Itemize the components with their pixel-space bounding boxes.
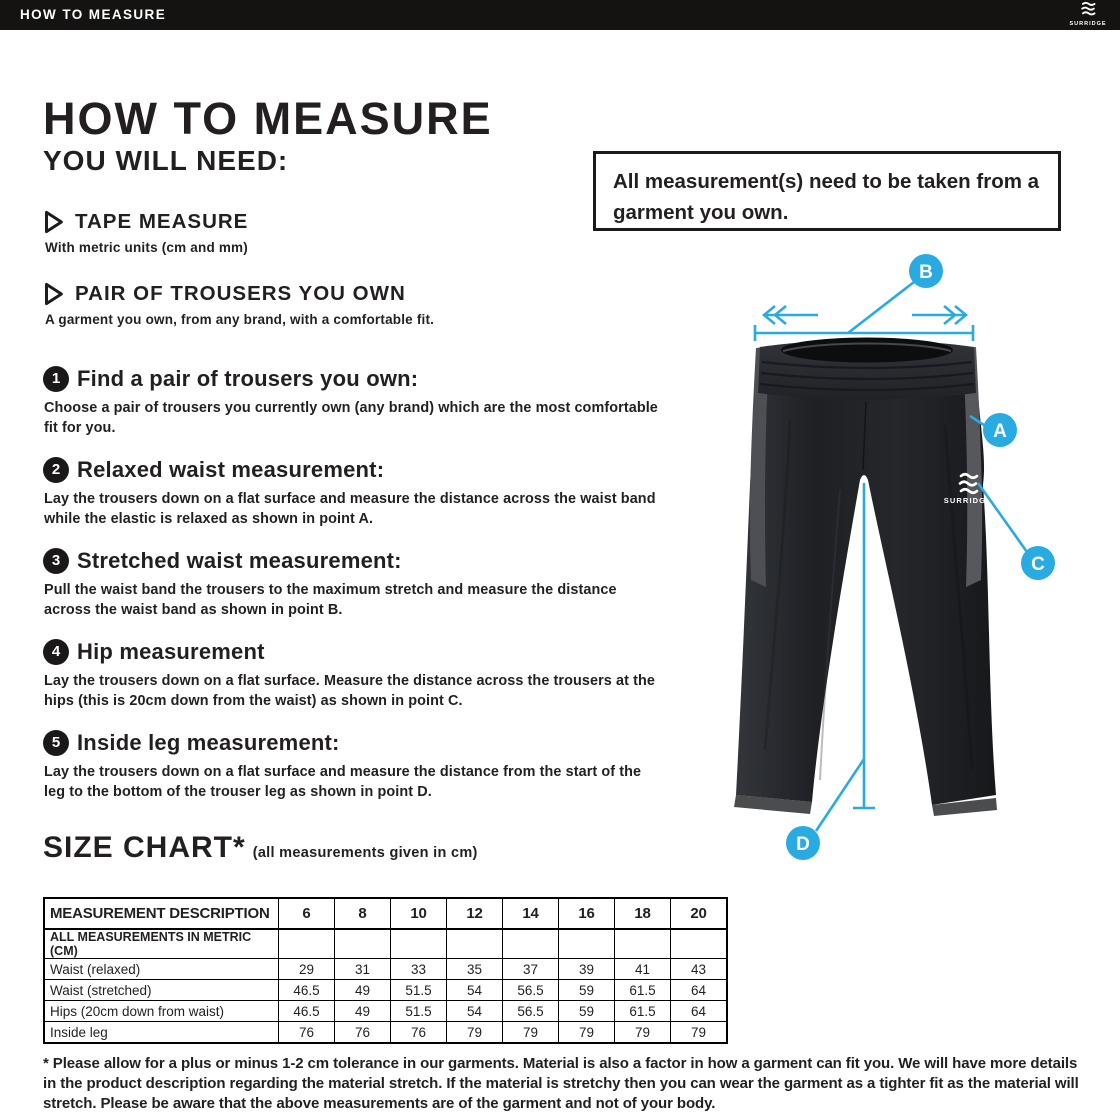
step-title: Inside leg measurement: <box>77 730 340 755</box>
column-header-size: 8 <box>335 898 391 929</box>
cell-value: 31 <box>335 959 391 980</box>
cell-value <box>279 929 335 959</box>
trousers-image <box>734 338 997 817</box>
cell-value: 56.5 <box>503 980 559 1001</box>
step-item <box>43 730 661 802</box>
step-item <box>43 548 661 620</box>
column-header-size: 10 <box>391 898 447 929</box>
cell-value: 35 <box>447 959 503 980</box>
cell-value: 76 <box>391 1022 447 1044</box>
step-number-badge: 1 <box>43 366 69 392</box>
point-b-marker <box>909 254 943 288</box>
cell-value <box>391 929 447 959</box>
cell-value: 61.5 <box>615 980 671 1001</box>
trousers-illustration <box>720 250 1120 900</box>
svg-text:B: B <box>919 261 933 283</box>
size-chart-heading <box>43 831 478 865</box>
surridge-logo <box>1066 1 1110 29</box>
size-chart-header <box>44 898 727 929</box>
cell-value <box>447 929 503 959</box>
step-number-badge: 3 <box>43 548 69 574</box>
cell-value <box>559 929 615 959</box>
row-label: Waist (relaxed) <box>44 959 279 980</box>
cell-value: 51.5 <box>391 1001 447 1022</box>
step-body: Lay the trousers down on a flat surface. Measure the distance across the trousers at the hips (this is 20cm down from the waist) as shown in point C. <box>44 673 655 709</box>
column-header-size: 20 <box>671 898 728 929</box>
size-chart-title: SIZE CHART* <box>43 831 246 864</box>
table-row <box>44 1022 727 1044</box>
point-c-marker <box>1021 546 1055 580</box>
step-item <box>43 457 661 529</box>
measurement-callout <box>593 151 1061 231</box>
need-item <box>43 209 248 255</box>
column-header-size: 6 <box>279 898 335 929</box>
cell-value: 49 <box>335 1001 391 1022</box>
cell-value: 56.5 <box>503 1001 559 1022</box>
table-row <box>44 929 727 959</box>
cell-value: 29 <box>279 959 335 980</box>
size-chart-body <box>44 929 727 1043</box>
column-header-description: MEASUREMENT DESCRIPTION <box>44 898 279 929</box>
cell-value: 61.5 <box>615 1001 671 1022</box>
need-item-title: PAIR OF TROUSERS YOU OWN <box>75 282 406 305</box>
step-item <box>43 639 661 711</box>
cell-value: 46.5 <box>279 980 335 1001</box>
column-header-size: 18 <box>615 898 671 929</box>
cell-value: 64 <box>671 980 728 1001</box>
top-bar-title: HOW TO MEASURE <box>20 7 167 22</box>
cell-value: 79 <box>503 1022 559 1044</box>
row-label: ALL MEASUREMENTS IN METRIC (CM) <box>44 929 279 959</box>
svg-text:C: C <box>1031 553 1045 575</box>
column-header-size: 14 <box>503 898 559 929</box>
need-item-title: TAPE MEASURE <box>75 210 249 233</box>
trousers-diagram <box>720 250 1120 900</box>
step-title: Find a pair of trousers you own: <box>77 366 419 391</box>
cell-value: 59 <box>559 980 615 1001</box>
step-number-badge: 2 <box>43 457 69 483</box>
cell-value <box>615 929 671 959</box>
point-d-line <box>816 759 864 831</box>
cell-value <box>671 929 728 959</box>
step-body: Pull the waist band the trousers to the maximum stretch and measure the distance across the waist band as shown in point B. <box>44 582 617 618</box>
step-item <box>43 366 661 438</box>
cell-value: 64 <box>671 1001 728 1022</box>
step-body: Lay the trousers down on a flat surface and measure the distance from the start of the leg to the bottom of the trouser leg as shown in point D. <box>44 764 642 800</box>
cell-value: 37 <box>503 959 559 980</box>
cell-value: 59 <box>559 1001 615 1022</box>
page-title: HOW TO MEASURE <box>43 93 493 145</box>
size-chart-table <box>43 897 728 1044</box>
row-label: Waist (stretched) <box>44 980 279 1001</box>
column-header-size: 16 <box>559 898 615 929</box>
column-header-size: 12 <box>447 898 503 929</box>
cell-value: 54 <box>447 980 503 1001</box>
step-body: Choose a pair of trousers you currently own (any brand) which are the most comfortable fit for you. <box>44 400 658 436</box>
tolerance-footnote: * Please allow for a plus or minus 1-2 cm tolerance in our garments. Material is also a factor in how a garment can fit you. We will have more details in the product description regarding the material stretch. If the material is stretchy then you can wear the garment as a tighter fit as the material will stretch. Please be aware that the above measurements are of the garment and not of your body. <box>43 1055 1079 1112</box>
cell-value: 39 <box>559 959 615 980</box>
cell-value: 79 <box>615 1022 671 1044</box>
step-title: Relaxed waist measurement: <box>77 457 385 482</box>
cell-value: 43 <box>671 959 728 980</box>
cell-value: 79 <box>671 1022 728 1044</box>
point-b-line <box>848 282 914 333</box>
cell-value: 46.5 <box>279 1001 335 1022</box>
play-triangle-icon <box>43 209 64 235</box>
table-row <box>44 1001 727 1022</box>
cell-value: 79 <box>447 1022 503 1044</box>
step-title: Hip measurement <box>77 639 265 664</box>
cell-value: 33 <box>391 959 447 980</box>
cell-value: 41 <box>615 959 671 980</box>
cell-value: 79 <box>559 1022 615 1044</box>
surridge-mark-icon <box>1080 1 1096 17</box>
surridge-brand-text: SURRIDGE <box>1069 21 1107 27</box>
you-will-need-heading: YOU WILL NEED: <box>43 145 289 176</box>
cell-value <box>335 929 391 959</box>
cell-value <box>503 929 559 959</box>
top-bar <box>0 0 1120 30</box>
point-d-marker <box>786 826 820 860</box>
need-item-subtitle: With metric units (cm and mm) <box>45 240 248 255</box>
row-label: Inside leg <box>44 1022 279 1044</box>
need-item-subtitle: A garment you own, from any brand, with a comfortable fit. <box>45 312 435 327</box>
row-label: Hips (20cm down from waist) <box>44 1001 279 1022</box>
step-number-badge: 4 <box>43 639 69 665</box>
svg-text:D: D <box>796 833 810 855</box>
need-item <box>43 281 434 327</box>
play-triangle-icon <box>43 281 64 307</box>
cell-value: 76 <box>335 1022 391 1044</box>
table-row <box>44 959 727 980</box>
step-number-badge: 5 <box>43 730 69 756</box>
table-row <box>44 980 727 1001</box>
step-title: Stretched waist measurement: <box>77 548 402 573</box>
measurement-callout-text: All measurement(s) need to be taken from a garment you own. <box>613 170 1040 224</box>
point-a-marker <box>983 413 1017 447</box>
garment-logo-text: SURRIDGE <box>943 496 993 505</box>
cell-value: 51.5 <box>391 980 447 1001</box>
step-body: Lay the trousers down on a flat surface and measure the distance across the waist band while the elastic is relaxed as shown in point A. <box>44 491 656 527</box>
cell-value: 54 <box>447 1001 503 1022</box>
cell-value: 76 <box>279 1022 335 1044</box>
cell-value: 49 <box>335 980 391 1001</box>
size-chart-subtitle: (all measurements given in cm) <box>252 845 478 861</box>
svg-text:A: A <box>993 420 1007 442</box>
